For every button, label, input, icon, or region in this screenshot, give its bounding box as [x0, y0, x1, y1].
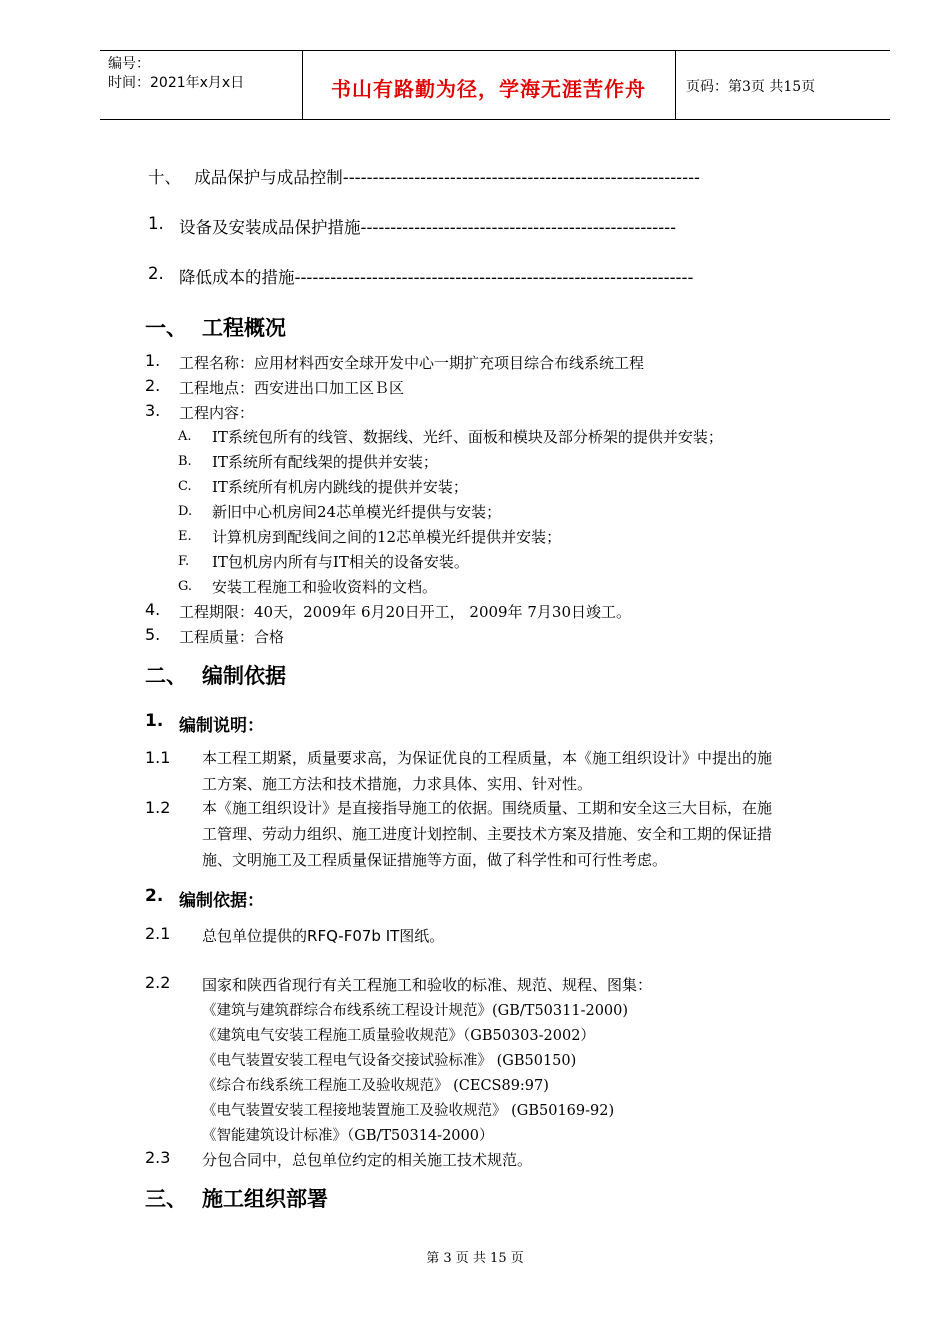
drawing-code: RFQ-F07b IT [307, 927, 400, 945]
toc-item-number: 2. [148, 264, 164, 283]
list-item-number: 1. [145, 351, 161, 370]
document-time-label: 时间：2021年x月x日 [108, 75, 245, 91]
standard-item: 《智能建筑设计标准》（GB/T50314-2000） [202, 1128, 494, 1144]
sub-list-item-text: IT系统所有机房内跳线的提供并安装； [212, 478, 468, 496]
header-right-cell [676, 51, 890, 119]
sub-list-item-text: IT系统所有配线架的提供并安装； [212, 453, 438, 471]
paragraph-1-1 [202, 745, 842, 797]
section-number: 二、 [145, 664, 187, 688]
list-item-number: 4. [145, 600, 161, 619]
section-number: 一、 [145, 316, 187, 340]
toc-item-text: 设备及安装成品保护措施----------------------------------------------------- [179, 218, 677, 237]
list-item [145, 351, 645, 372]
sub-list-item-letter: E. [178, 529, 192, 544]
sub-list-item [178, 426, 723, 446]
section-title: 工程概况 [202, 316, 286, 340]
sub-list-item [178, 451, 438, 471]
subsection-number: 1. [145, 711, 164, 731]
list-item-text: 工程地点：西安进出口加工区Ｂ区 [179, 379, 405, 397]
standard-item: 《建筑与建筑群综合布线系统工程设计规范》(GB/T50311-2000) [202, 1003, 629, 1019]
paragraph-line: 工方案、施工方法和技术措施，力求具体、实用、针对性。 [202, 775, 593, 793]
sub-list-item [178, 551, 469, 571]
sub-list-item [178, 526, 562, 546]
paragraph-line: 本工程工期紧，质量要求高，为保证优良的工程质量，本《施工组织设计》中提出的施 [202, 749, 773, 767]
header-left-cell [100, 51, 303, 119]
list-item-number: 2. [145, 376, 161, 395]
paragraph-text: 总包单位提供的 [202, 927, 308, 945]
toc-item-text: 成品保护与成品控制------------------------------------------------------------ [194, 168, 700, 187]
paragraph-number: 1.1 [145, 748, 171, 767]
paragraph-text: 图纸。 [399, 927, 445, 945]
sub-list-item-text: 安装工程施工和验收资料的文档。 [212, 578, 438, 596]
toc-item-text: 降低成本的措施------------------------------------------------------------------- [179, 268, 694, 287]
paragraph-1-2 [202, 795, 842, 873]
sub-list-item-letter: A. [178, 429, 192, 444]
list-item-text: 工程内容： [179, 404, 255, 422]
list-item-text: 工程质量：合格 [179, 628, 285, 646]
standard-item: 《综合布线系统工程施工及验收规范》 (CECS89:97) [202, 1078, 549, 1094]
section-heading-3 [145, 1183, 328, 1213]
header-motto: 书山有路勤为径，学海无涯苦作舟 [331, 77, 646, 101]
subsection-number: 2. [145, 886, 164, 906]
subsection-heading [145, 886, 264, 911]
list-item-number: 5. [145, 625, 161, 644]
sub-list-item-letter: C. [178, 479, 192, 494]
page-footer: 第 3 页 共 15 页 [426, 1251, 524, 1266]
toc-item [148, 214, 677, 237]
paragraph-number: 1.2 [145, 798, 171, 817]
sub-list-item-letter: F. [178, 554, 190, 569]
sub-list-item-letter: G. [178, 579, 193, 594]
paragraph-line: 本《施工组织设计》是直接指导施工的依据。围绕质量、工期和安全这三大目标，在施 [202, 799, 773, 817]
list-item [145, 376, 405, 397]
sub-list-item-letter: D. [178, 504, 193, 519]
section-heading-2 [145, 660, 286, 690]
list-item-text: 工程名称：应用材料西安全球开发中心一期扩充项目综合布线系统工程 [179, 354, 645, 372]
toc-item-number: 1. [148, 214, 164, 233]
paragraph-number: 2.2 [145, 973, 171, 992]
paragraph-2-2: 国家和陕西省现行有关工程施工和验收的标准、规范、规程、图集： [202, 976, 653, 994]
list-item [145, 600, 632, 621]
sub-list-item [178, 501, 502, 521]
sub-list-item [178, 476, 468, 496]
paragraph-number: 2.3 [145, 1148, 171, 1167]
list-item-number: 3. [145, 401, 161, 420]
header-page-info: 页码：第3页 共15页 [686, 79, 816, 95]
paragraph-line: 施、文明施工及工程质量保证措施等方面，做了科学性和可行性考虑。 [202, 851, 668, 869]
section-heading-1 [145, 312, 286, 342]
list-item-text: 工程期限：40天，2009年 6月20日开工， 2009年 7月30日竣工。 [179, 603, 632, 621]
section-title: 编制依据 [202, 664, 286, 688]
toc-item-number: 十、 [148, 168, 181, 187]
header-middle-cell [302, 51, 676, 119]
paragraph-2-1 [202, 925, 444, 946]
standard-item: 《建筑电气安装工程施工质量验收规范》（GB50303-2002） [202, 1028, 595, 1044]
sub-list-item-letter: B. [178, 454, 192, 469]
paragraph-2-3: 分包合同中，总包单位约定的相关施工技术规范。 [202, 1151, 533, 1169]
sub-list-item-text: 计算机房到配线间之间的12芯单模光纤提供并安装； [212, 528, 562, 546]
sub-list-item [178, 576, 438, 596]
sub-list-item-text: IT系统包所有的线管、数据线、光纤、面板和模块及部分桥架的提供并安装； [212, 428, 723, 446]
paragraph-line: 工管理、劳动力组织、施工进度计划控制、主要技术方案及措施、安全和工期的保证措 [202, 825, 773, 843]
standard-item: 《电气装置安装工程电气设备交接试验标准》 (GB50150) [202, 1053, 577, 1069]
subsection-title: 编制依据： [179, 891, 264, 911]
standard-item: 《电气装置安装工程接地装置施工及验收规范》 (GB50169-92) [202, 1103, 615, 1119]
section-title: 施工组织部署 [202, 1187, 328, 1211]
list-item [145, 625, 285, 646]
subsection-heading [145, 711, 264, 736]
document-number-label: 编号： [108, 56, 150, 72]
paragraph-number: 2.1 [145, 924, 171, 943]
toc-item [148, 164, 700, 188]
sub-list-item-text: IT包机房内所有与IT相关的设备安装。 [212, 553, 469, 571]
sub-list-item-text: 新旧中心机房间24芯单模光纤提供与安装； [212, 503, 502, 521]
subsection-title: 编制说明： [179, 716, 264, 736]
section-number: 三、 [145, 1187, 187, 1211]
page-header [100, 50, 890, 120]
toc-item [148, 264, 694, 287]
list-item [145, 401, 255, 422]
